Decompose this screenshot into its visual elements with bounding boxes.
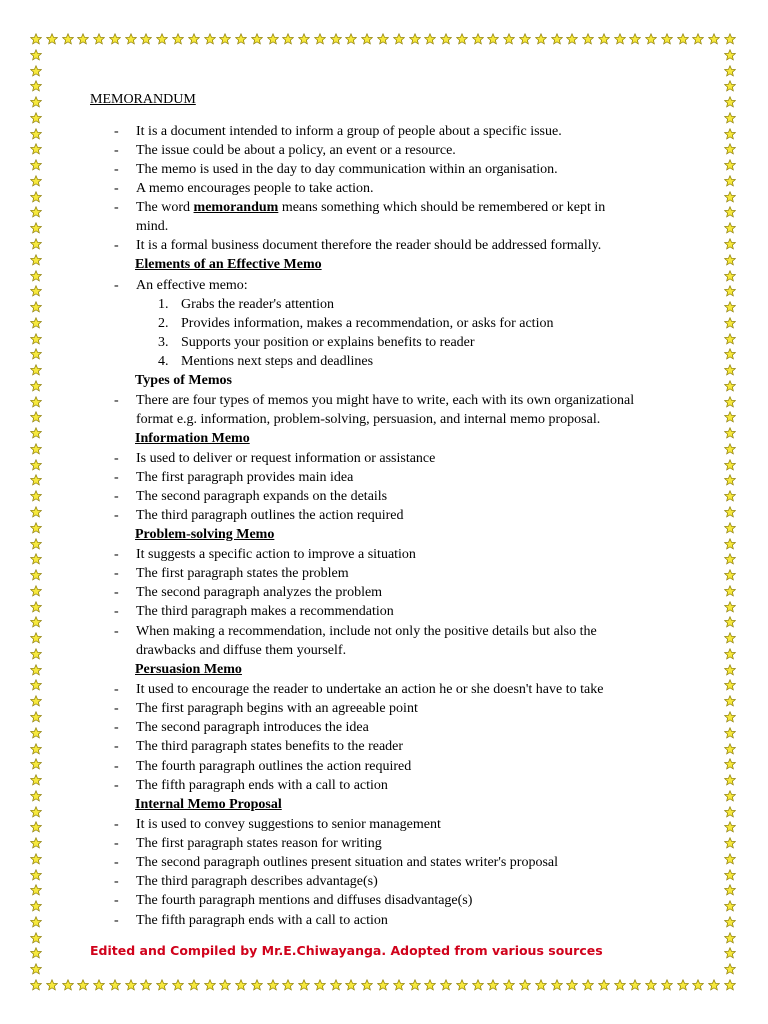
list-item: - The second paragraph introduces the idea [114, 720, 369, 735]
page-title: MEMORANDUM [90, 92, 196, 107]
list-item: - The fifth paragraph ends with a call to action [114, 778, 388, 793]
list-item: - There are four types of memos you might have to write, each with its own organizational [114, 393, 635, 408]
section-title-elements: Elements of an Effective Memo [135, 257, 322, 272]
list-item: - The second paragraph analyzes the problem [114, 585, 383, 600]
list-item: - When making a recommendation, include not only the positive details but also the [114, 624, 597, 639]
list-item: - The first paragraph provides main idea [114, 470, 354, 485]
list-item: - The first paragraph begins with an agreeable point [114, 701, 418, 716]
section-title-information: Information Memo [135, 431, 250, 446]
list-item: - An effective memo: [114, 278, 248, 293]
list-item: - It is a document intended to inform a group of people about a specific issue. [114, 124, 562, 139]
list-item: - The third paragraph states benefits to the reader [114, 739, 404, 754]
list-item: - The word memorandum means something which should be remembered or kept in [114, 200, 606, 215]
numbered-item: 1. Grabs the reader's attention [158, 297, 334, 312]
section-title-internal-memo: Internal Memo Proposal [135, 797, 282, 812]
list-item: - The first paragraph states the problem [114, 566, 349, 581]
list-item: - The third paragraph outlines the action required [114, 508, 404, 523]
list-item: - The fourth paragraph outlines the action required [114, 759, 412, 774]
list-item: - A memo encourages people to take action. [114, 181, 374, 196]
list-item: - It used to encourage the reader to undertake an action he or she doesn't have to take [114, 682, 604, 697]
section-title-persuasion: Persuasion Memo [135, 662, 242, 677]
list-item-continuation: drawbacks and diffuse them yourself. [136, 643, 347, 658]
list-item: - It suggests a specific action to improve a situation [114, 547, 416, 562]
list-item: - The memo is used in the day to day communication within an organisation. [114, 162, 558, 177]
numbered-item: 2. Provides information, makes a recommendation, or asks for action [158, 316, 554, 331]
list-item: - It is used to convey suggestions to senior management [114, 817, 441, 832]
numbered-item: 3. Supports your position or explains benefits to reader [158, 335, 475, 350]
list-item: - The third paragraph makes a recommendation [114, 604, 394, 619]
list-item: - The second paragraph expands on the details [114, 489, 388, 504]
section-title-problem-solving: Problem-solving Memo [135, 527, 275, 542]
list-item: - The first paragraph states reason for writing [114, 836, 382, 851]
list-item: - The second paragraph outlines present situation and states writer's proposal [114, 855, 559, 870]
list-item: - It is a formal business document therefore the reader should be addressed formally. [114, 238, 602, 253]
list-item: - The fourth paragraph mentions and diffuses disadvantage(s) [114, 893, 473, 908]
numbered-item: 4. Mentions next steps and deadlines [158, 354, 374, 369]
list-item: - The issue could be about a policy, an event or a resource. [114, 143, 456, 158]
keyword-memorandum: memorandum [193, 200, 279, 215]
list-item-continuation: format e.g. information, problem-solving, persuasion, and internal memo proposal. [136, 412, 601, 427]
section-title-types: Types of Memos [135, 373, 232, 388]
list-item: - The third paragraph describes advantage(s) [114, 874, 378, 889]
list-item: - Is used to deliver or request information or assistance [114, 451, 436, 466]
list-item: - The fifth paragraph ends with a call to action [114, 913, 388, 928]
footer-credit: Edited and Compiled by Mr.E.Chiwayanga. Adopted from various sources [90, 943, 603, 958]
list-item-continuation: mind. [136, 219, 169, 234]
